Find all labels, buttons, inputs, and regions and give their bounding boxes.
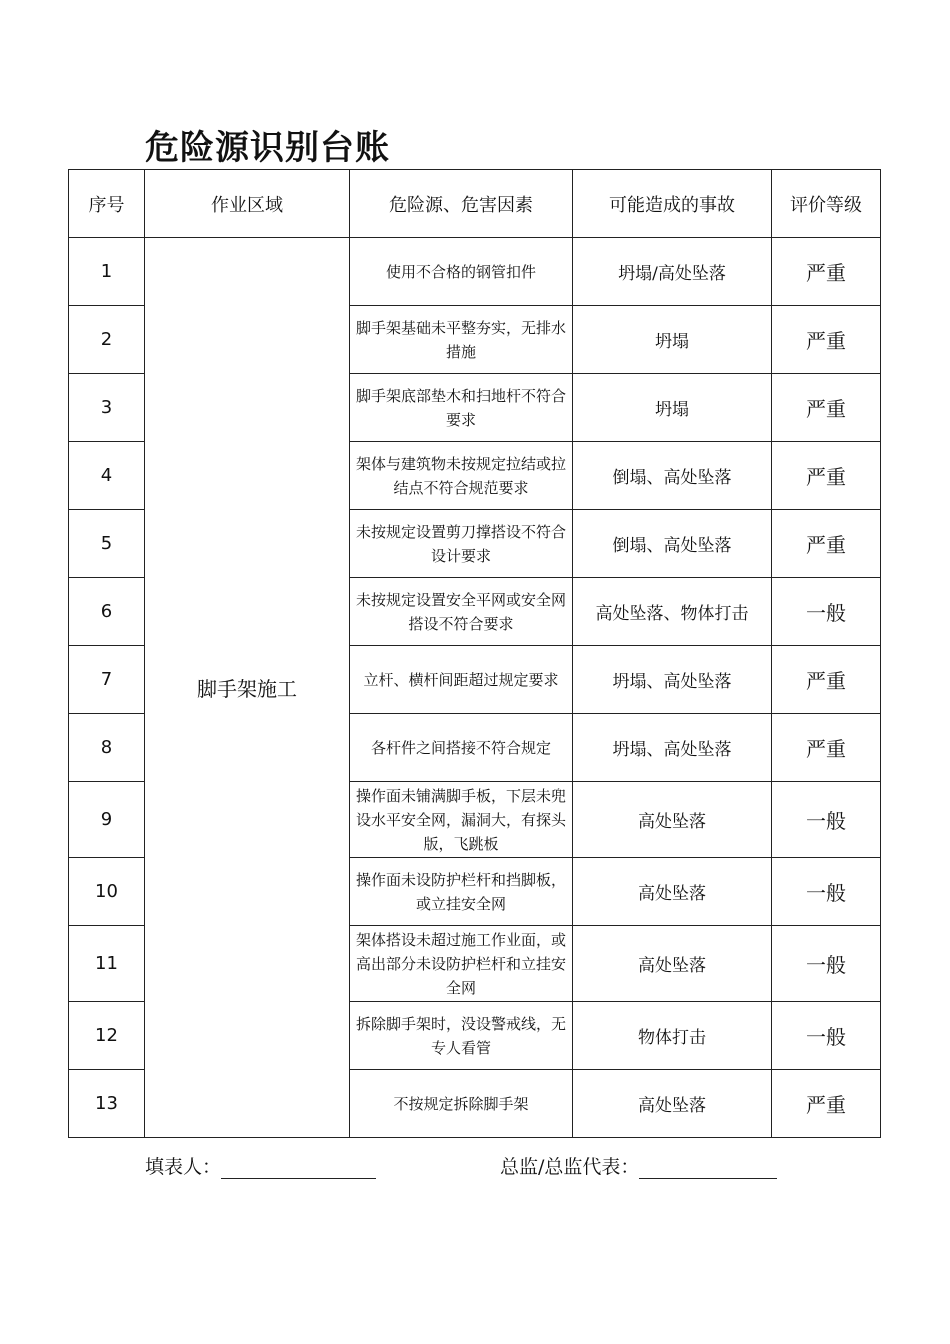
row-hazard: 操作面未铺满脚手板，下层未兜设水平安全网，漏洞大，有探头版，飞跳板 — [350, 782, 573, 858]
filler-label: 填表人： — [145, 1156, 222, 1178]
row-accident: 高处坠落 — [573, 1070, 772, 1138]
row-seq: 11 — [69, 926, 145, 1002]
row-seq: 3 — [69, 374, 145, 442]
row-seq: 9 — [69, 782, 145, 858]
page-title: 危险源识别台账 — [145, 128, 390, 168]
filler-field — [145, 1152, 376, 1179]
row-seq: 10 — [69, 858, 145, 926]
row-accident: 坍塌/高处坠落 — [573, 238, 772, 306]
header-area: 作业区域 — [145, 170, 350, 238]
supervisor-label: 总监/总监代表： — [500, 1156, 640, 1178]
row-level: 严重 — [772, 442, 881, 510]
row-accident: 倒塌、高处坠落 — [573, 510, 772, 578]
row-seq: 6 — [69, 578, 145, 646]
hazard-table — [68, 169, 881, 1138]
row-level: 严重 — [772, 714, 881, 782]
row-hazard: 脚手架基础未平整夯实，无排水措施 — [350, 306, 573, 374]
table-header-row — [69, 170, 881, 238]
row-accident: 坍塌 — [573, 374, 772, 442]
row-seq: 13 — [69, 1070, 145, 1138]
row-seq: 8 — [69, 714, 145, 782]
row-accident: 高处坠落、物体打击 — [573, 578, 772, 646]
row-level: 一般 — [772, 578, 881, 646]
row-level: 一般 — [772, 858, 881, 926]
row-level: 严重 — [772, 510, 881, 578]
row-accident: 物体打击 — [573, 1002, 772, 1070]
header-accident: 可能造成的事故 — [573, 170, 772, 238]
row-accident: 坍塌、高处坠落 — [573, 714, 772, 782]
header-level: 评价等级 — [772, 170, 881, 238]
row-seq: 4 — [69, 442, 145, 510]
row-level: 严重 — [772, 306, 881, 374]
row-accident: 高处坠落 — [573, 782, 772, 858]
table-body — [69, 238, 881, 1138]
area-cell: 脚手架施工 — [145, 238, 350, 1138]
row-hazard: 未按规定设置剪刀撑搭设不符合设计要求 — [350, 510, 573, 578]
row-hazard: 架体搭设未超过施工作业面，或高出部分未设防护栏杆和立挂安全网 — [350, 926, 573, 1002]
row-seq: 2 — [69, 306, 145, 374]
row-hazard: 各杆件之间搭接不符合规定 — [350, 714, 573, 782]
header-hazard: 危险源、危害因素 — [350, 170, 573, 238]
row-accident: 高处坠落 — [573, 858, 772, 926]
row-level: 严重 — [772, 374, 881, 442]
row-accident: 坍塌、高处坠落 — [573, 646, 772, 714]
row-seq: 12 — [69, 1002, 145, 1070]
row-level: 一般 — [772, 926, 881, 1002]
row-hazard: 架体与建筑物未按规定拉结或拉结点不符合规范要求 — [350, 442, 573, 510]
row-accident: 高处坠落 — [573, 926, 772, 1002]
row-level: 严重 — [772, 646, 881, 714]
row-hazard: 立杆、横杆间距超过规定要求 — [350, 646, 573, 714]
supervisor-signature-line[interactable] — [639, 1156, 777, 1179]
row-seq: 5 — [69, 510, 145, 578]
row-level: 严重 — [772, 1070, 881, 1138]
row-level: 一般 — [772, 1002, 881, 1070]
row-level: 严重 — [772, 238, 881, 306]
supervisor-field — [500, 1152, 777, 1179]
row-hazard: 使用不合格的钢管扣件 — [350, 238, 573, 306]
row-accident: 倒塌、高处坠落 — [573, 442, 772, 510]
row-level: 一般 — [772, 782, 881, 858]
row-hazard: 未按规定设置安全平网或安全网搭设不符合要求 — [350, 578, 573, 646]
header-seq: 序号 — [69, 170, 145, 238]
row-seq: 1 — [69, 238, 145, 306]
table-row — [69, 238, 881, 306]
row-hazard: 不按规定拆除脚手架 — [350, 1070, 573, 1138]
row-seq: 7 — [69, 646, 145, 714]
row-hazard: 拆除脚手架时，没设警戒线，无专人看管 — [350, 1002, 573, 1070]
row-hazard: 脚手架底部垫木和扫地杆不符合要求 — [350, 374, 573, 442]
row-accident: 坍塌 — [573, 306, 772, 374]
row-hazard: 操作面未设防护栏杆和挡脚板，或立挂安全网 — [350, 858, 573, 926]
filler-signature-line[interactable] — [221, 1156, 376, 1179]
